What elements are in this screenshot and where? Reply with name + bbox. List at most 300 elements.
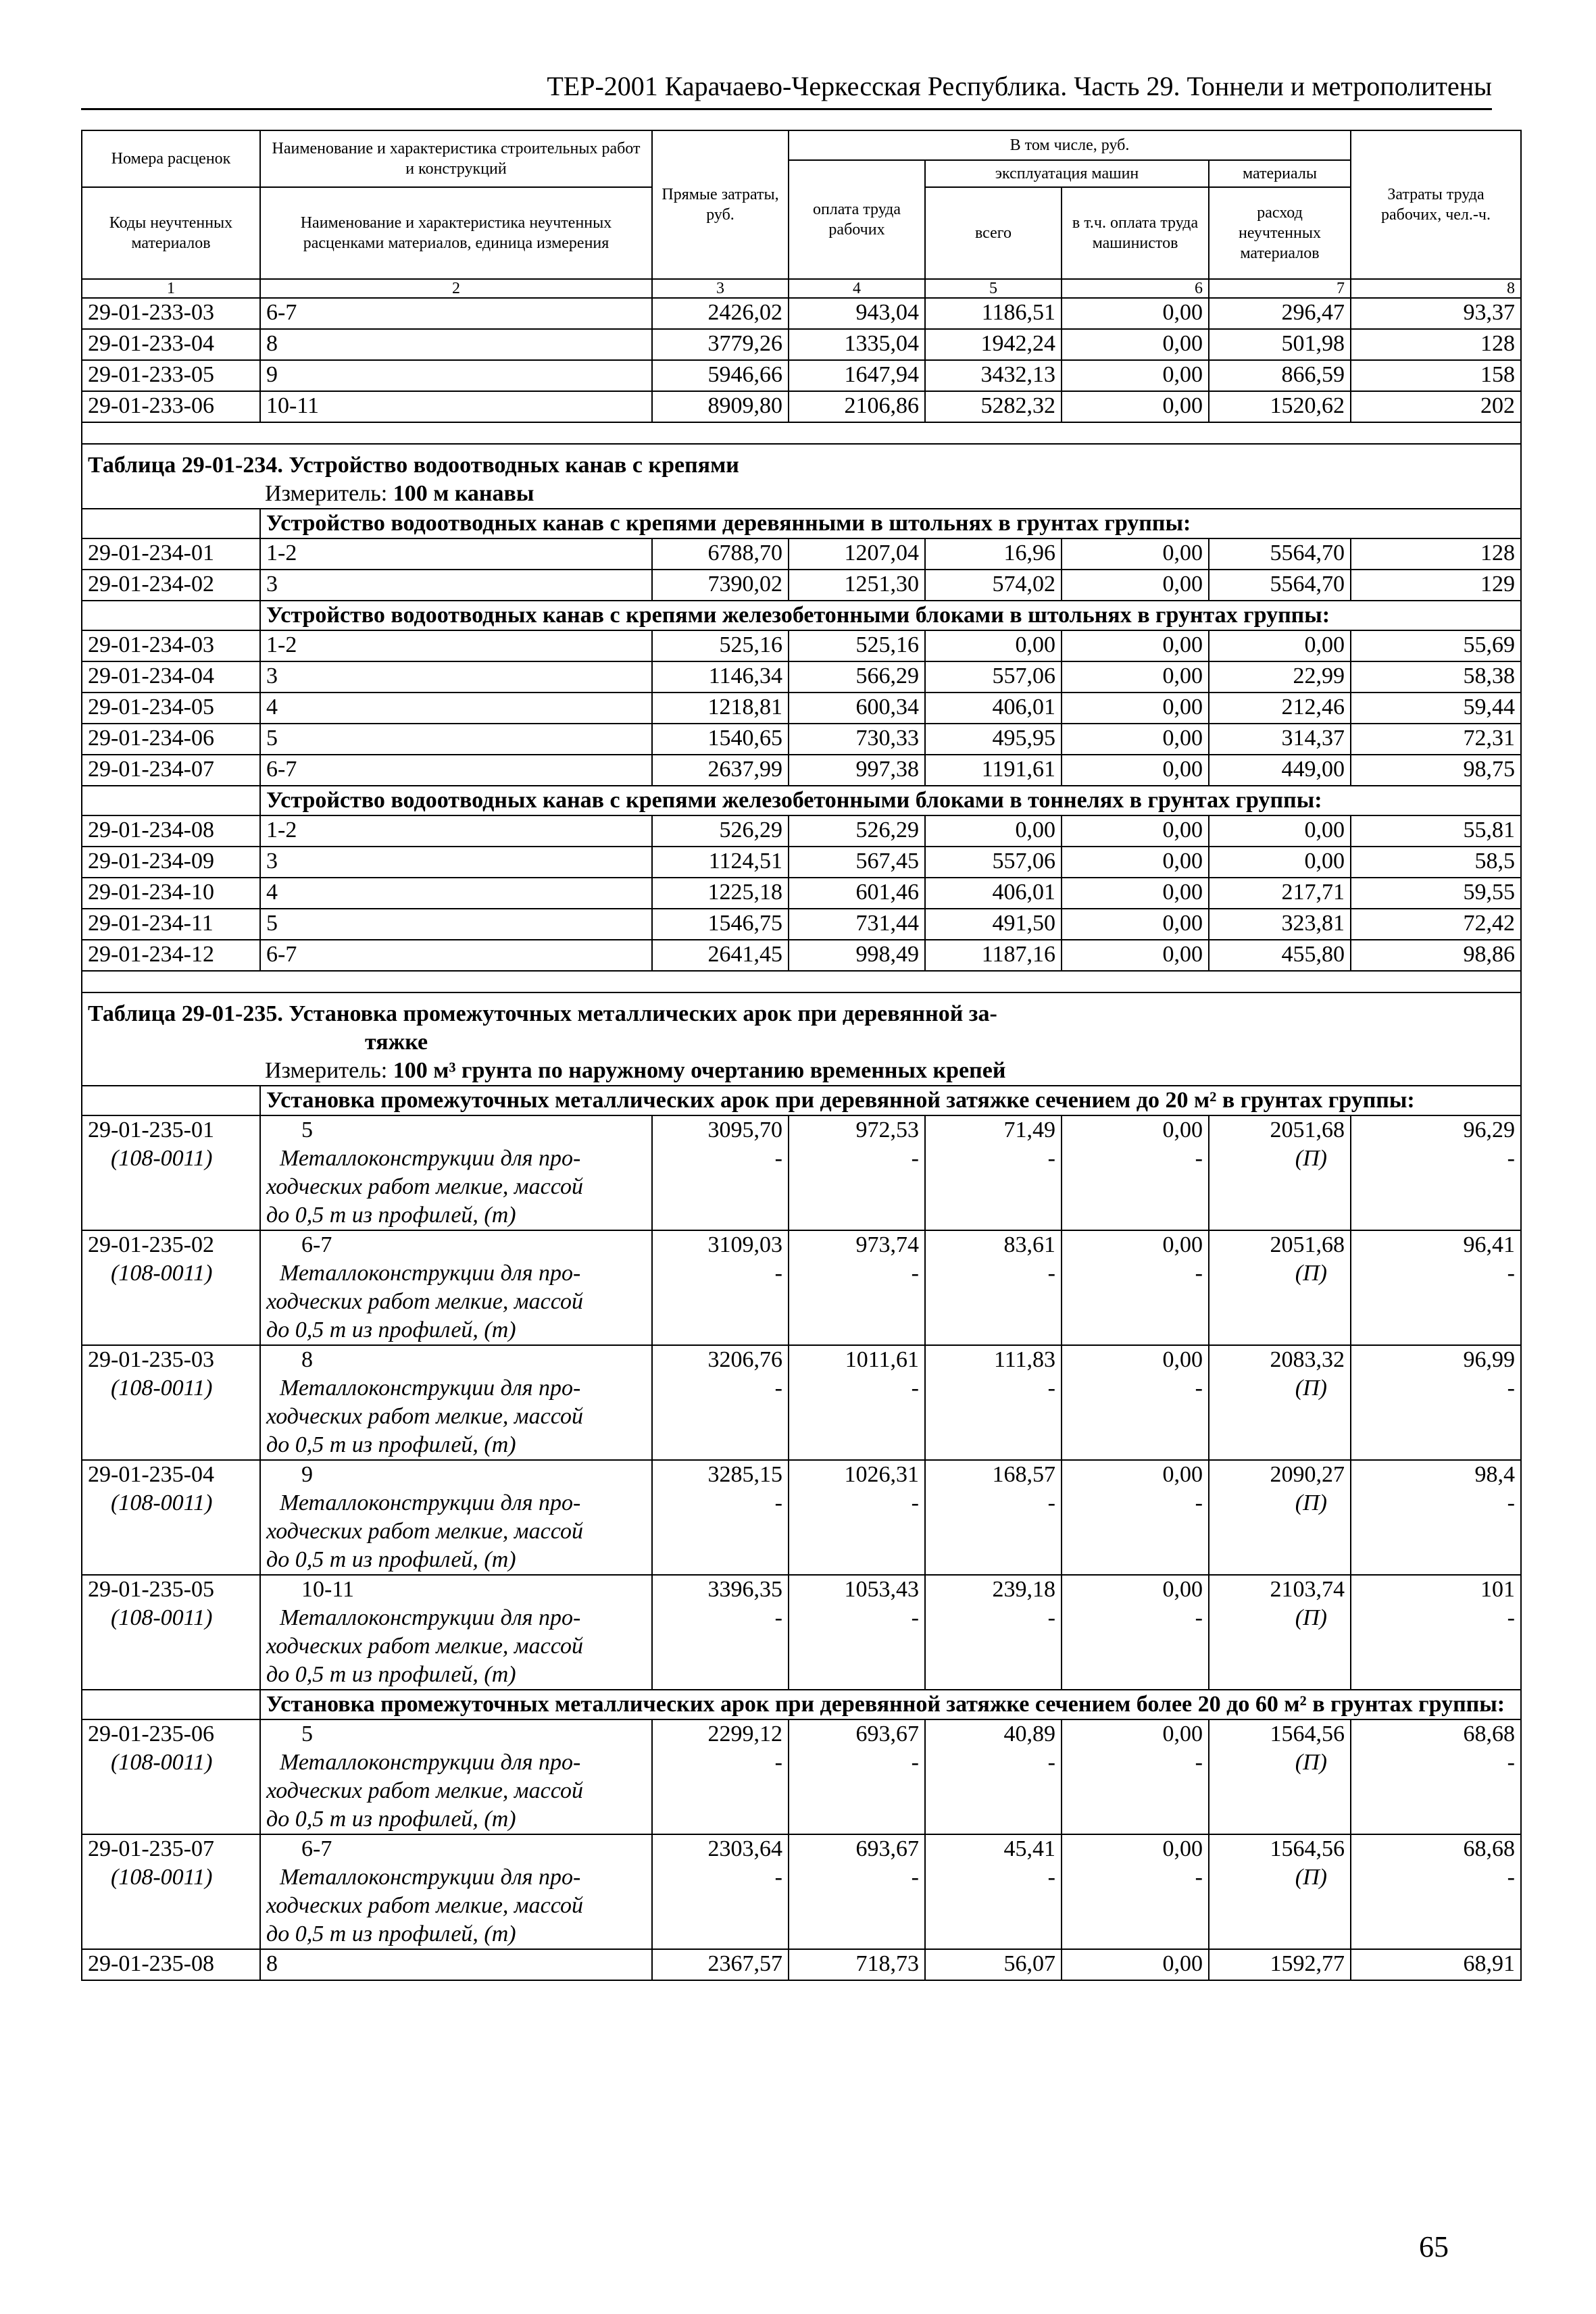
table-row	[82, 1949, 1521, 1980]
rate-code: 29-01-235-07	[88, 1836, 214, 1861]
machines-total: 3432,13	[925, 360, 1062, 391]
column-number: 8	[1351, 279, 1521, 298]
work-name: 1-2	[260, 815, 652, 847]
machinists-pay: 0,00	[1062, 755, 1209, 786]
table-row	[82, 1230, 1521, 1345]
rate-code: 29-01-233-06	[82, 391, 260, 422]
direct-cost: 8909,80	[652, 391, 789, 422]
rate-code: 29-01-234-06	[82, 724, 260, 755]
labor-pay: 601,46	[789, 878, 925, 909]
work-name: 6-7	[260, 940, 652, 971]
rate-code: 29-01-234-12	[82, 940, 260, 971]
rate-code: 29-01-235-01	[88, 1117, 214, 1142]
direct-cost: 2637,99	[652, 755, 789, 786]
work-name: 3	[260, 847, 652, 878]
labor-hours: 93,37	[1351, 298, 1521, 329]
labor-hours: 68,68	[1463, 1836, 1515, 1861]
machinists-pay: 0,00	[1062, 360, 1209, 391]
work-name: 1-2	[260, 630, 652, 661]
labor-pay-cell	[789, 1115, 925, 1230]
machinists-pay: 0,00	[1062, 940, 1209, 971]
labor-pay: 1251,30	[789, 570, 925, 601]
material-name-line: до 0,5 т из профилей, (т)	[266, 1547, 516, 1572]
direct-cost: 2299,12	[707, 1721, 782, 1746]
dash: -	[911, 1750, 919, 1775]
machinists-pay: 0,00	[1062, 298, 1209, 329]
mat-consumption-header: расход неучтенных материалов	[1209, 187, 1351, 279]
material-name-line: Металлоконструкции для про-	[280, 1750, 581, 1775]
material-name-line: ходческих работ мелкие, массой	[266, 1778, 583, 1803]
labor-hours: 128	[1351, 329, 1521, 360]
materials-cost-cell	[1209, 1460, 1351, 1575]
direct-cost: 2426,02	[652, 298, 789, 329]
dash: -	[774, 1261, 782, 1286]
section-heading: Установка промежуточных металлических арок при деревянной затяжке сечением более 20 до 60 м² в грунтах группы:	[260, 1690, 1521, 1719]
rate-code: 29-01-235-06	[88, 1721, 214, 1746]
material-unit: (П)	[1295, 1376, 1327, 1401]
dash: -	[774, 1146, 782, 1171]
machinists-pay: 0,00	[1062, 630, 1209, 661]
labor-hours: 58,5	[1351, 847, 1521, 878]
work-name-cell	[260, 1230, 652, 1345]
machinists-pay: 0,00	[1162, 1232, 1203, 1257]
work-name: 9	[260, 360, 652, 391]
work-name: 5	[301, 1117, 313, 1142]
rate-code-cell	[82, 1230, 260, 1345]
labor-pay: 1207,04	[789, 538, 925, 570]
labor-pay-cell	[789, 1719, 925, 1834]
table-row	[82, 693, 1521, 724]
page-header: ТЕР-2001 Карачаево-Черкесская Республика. Часть 29. Тоннели и метрополитены	[547, 71, 1492, 101]
machines-total-cell	[925, 1834, 1062, 1949]
spacer	[82, 971, 1521, 992]
labor-pay-cell	[789, 1460, 925, 1575]
labor-header: Затраты труда рабочих, чел.-ч.	[1351, 130, 1521, 279]
machinists-pay: 0,00	[1062, 570, 1209, 601]
work-name: 6-7	[301, 1836, 332, 1861]
direct-cost-cell	[652, 1230, 789, 1345]
material-name-line: Металлоконструкции для про-	[280, 1146, 581, 1171]
work-name: 6-7	[260, 755, 652, 786]
table-row	[82, 847, 1521, 878]
labor-hours: 98,75	[1351, 755, 1521, 786]
labor-hours-cell	[1351, 1115, 1521, 1230]
unit-prefix: Измеритель:	[265, 481, 393, 506]
labor-hours: 96,41	[1463, 1232, 1515, 1257]
dash: -	[774, 1750, 782, 1775]
materials-cost-cell	[1209, 1230, 1351, 1345]
dash: -	[774, 1376, 782, 1401]
table-row	[82, 1115, 1521, 1230]
direct-cost: 2641,45	[652, 940, 789, 971]
machines-total: 1186,51	[925, 298, 1062, 329]
materials-cost: 314,37	[1209, 724, 1351, 755]
dash: -	[1047, 1261, 1055, 1286]
work-name: 9	[301, 1462, 313, 1487]
work-name: 1-2	[260, 538, 652, 570]
machines-total-cell	[925, 1115, 1062, 1230]
material-name-line: ходческих работ мелкие, массой	[266, 1174, 583, 1199]
direct-cost: 3109,03	[707, 1232, 782, 1257]
unit-prefix: Измеритель:	[265, 1058, 393, 1083]
labor-pay: 2106,86	[789, 391, 925, 422]
unit-value: 100 м³ грунта по наружному очертанию временных крепей	[393, 1058, 1006, 1083]
materials-cost: 866,59	[1209, 360, 1351, 391]
labor-hours: 98,86	[1351, 940, 1521, 971]
column-number: 4	[789, 279, 925, 298]
dash: -	[1047, 1490, 1055, 1515]
machinists-pay: 0,00	[1062, 724, 1209, 755]
material-name-line: Металлоконструкции для про-	[280, 1490, 581, 1515]
table-row	[82, 570, 1521, 601]
column-number: 7	[1209, 279, 1351, 298]
labor-pay: 526,29	[789, 815, 925, 847]
direct-cost: 7390,02	[652, 570, 789, 601]
labor-pay: 1053,43	[844, 1577, 919, 1602]
labor-hours: 72,31	[1351, 724, 1521, 755]
machines-total: 406,01	[925, 693, 1062, 724]
material-unit: (П)	[1295, 1146, 1327, 1171]
materials-cost: 2103,74	[1270, 1577, 1345, 1602]
material-code: (108-0011)	[111, 1490, 213, 1515]
material-name-line: до 0,5 т из профилей, (т)	[266, 1921, 516, 1946]
work-name-cell	[260, 1345, 652, 1460]
direct-cost: 1218,81	[652, 693, 789, 724]
machines-total: 574,02	[925, 570, 1062, 601]
labor-pay: 1647,94	[789, 360, 925, 391]
machinists-pay-cell	[1062, 1115, 1209, 1230]
material-code: (108-0011)	[111, 1376, 213, 1401]
rate-code: 29-01-234-01	[82, 538, 260, 570]
rate-code: 29-01-235-05	[88, 1577, 214, 1602]
rates-table	[81, 130, 1522, 1981]
machines-total: 16,96	[925, 538, 1062, 570]
machines-total: 56,07	[925, 1949, 1062, 1980]
direct-cost: 3095,70	[707, 1117, 782, 1142]
rate-code-cell	[82, 1575, 260, 1690]
rate-code: 29-01-235-03	[88, 1347, 214, 1372]
dash: -	[1195, 1750, 1203, 1775]
machinists-pay: 0,00	[1062, 693, 1209, 724]
col2-header-bottom: Наименование и характеристика неучтенных расценками материалов, единица измерения	[260, 187, 652, 279]
section-code-blank	[82, 1690, 260, 1719]
labor-hours: 55,69	[1351, 630, 1521, 661]
table-row	[82, 329, 1521, 360]
machines-total: 0,00	[925, 815, 1062, 847]
machinists-pay-cell	[1062, 1345, 1209, 1460]
work-name: 6-7	[301, 1232, 332, 1257]
materials-cost: 2051,68	[1270, 1232, 1345, 1257]
material-name-line: до 0,5 т из профилей, (т)	[266, 1203, 516, 1228]
materials-cost: 1592,77	[1209, 1949, 1351, 1980]
work-name: 5	[260, 724, 652, 755]
material-name-line: до 0,5 т из профилей, (т)	[266, 1807, 516, 1832]
machines-total: 239,18	[992, 1577, 1055, 1602]
direct-cost-cell	[652, 1115, 789, 1230]
work-name: 8	[301, 1347, 313, 1372]
direct-cost-cell	[652, 1834, 789, 1949]
labor-pay: 566,29	[789, 661, 925, 693]
labor-pay: 1335,04	[789, 329, 925, 360]
direct-cost: 1546,75	[652, 909, 789, 940]
machinists-pay: 0,00	[1062, 878, 1209, 909]
work-name-cell	[260, 1834, 652, 1949]
direct-cost: 1540,65	[652, 724, 789, 755]
machinists-pay: 0,00	[1162, 1836, 1203, 1861]
table-row	[82, 1719, 1521, 1834]
section-row	[82, 1690, 1521, 1719]
col1-header-bottom: Коды неучтенных материалов	[82, 187, 260, 279]
unit-row	[82, 480, 1521, 509]
materials-cost: 1564,56	[1270, 1721, 1345, 1746]
machines-total: 557,06	[925, 847, 1062, 878]
materials-cost-cell	[1209, 1719, 1351, 1834]
materials-cost-cell	[1209, 1834, 1351, 1949]
material-unit: (П)	[1295, 1261, 1327, 1286]
section-row	[82, 601, 1521, 630]
materials-cost: 1564,56	[1270, 1836, 1345, 1861]
labor-hours-cell	[1351, 1230, 1521, 1345]
labor-pay: 730,33	[789, 724, 925, 755]
labor-pay-cell	[789, 1345, 925, 1460]
direct-cost: 1225,18	[652, 878, 789, 909]
work-name-cell	[260, 1575, 652, 1690]
machinists-pay-cell	[1062, 1460, 1209, 1575]
direct-cost: 526,29	[652, 815, 789, 847]
labor-pay: 525,16	[789, 630, 925, 661]
materials-header: материалы	[1209, 160, 1351, 187]
dash: -	[1507, 1146, 1515, 1171]
col3-header: Прямые затраты, руб.	[652, 130, 789, 279]
direct-cost: 5946,66	[652, 360, 789, 391]
machines-total: 1191,61	[925, 755, 1062, 786]
material-name-line: ходческих работ мелкие, массой	[266, 1289, 583, 1314]
material-name-line: ходческих работ мелкие, массой	[266, 1893, 583, 1918]
dash: -	[1195, 1146, 1203, 1171]
unit-value: 100 м канавы	[393, 481, 534, 506]
machines-total: 40,89	[1003, 1721, 1055, 1746]
machinists-pay: 0,00	[1162, 1347, 1203, 1372]
labor-pay-cell	[789, 1834, 925, 1949]
labor-pay: 998,49	[789, 940, 925, 971]
work-name: 6-7	[260, 298, 652, 329]
work-name-cell	[260, 1460, 652, 1575]
materials-cost: 0,00	[1209, 630, 1351, 661]
dash: -	[1047, 1750, 1055, 1775]
direct-cost-cell	[652, 1575, 789, 1690]
material-name-line: ходческих работ мелкие, массой	[266, 1404, 583, 1429]
materials-cost: 212,46	[1209, 693, 1351, 724]
labor-pay-cell	[789, 1230, 925, 1345]
dash: -	[1507, 1750, 1515, 1775]
machines-header: эксплуатация машин	[925, 160, 1209, 187]
material-name-line: Металлоконструкции для про-	[280, 1865, 581, 1890]
machines-total-cell	[925, 1230, 1062, 1345]
rate-code: 29-01-235-02	[88, 1232, 214, 1257]
labor-hours: 158	[1351, 360, 1521, 391]
material-code: (108-0011)	[111, 1146, 213, 1171]
material-code: (108-0011)	[111, 1865, 213, 1890]
section-code-blank	[82, 601, 260, 630]
labor-hours: 55,81	[1351, 815, 1521, 847]
materials-cost: 0,00	[1209, 815, 1351, 847]
material-code: (108-0011)	[111, 1605, 213, 1630]
title-line: Таблица 29-01-235. Установка промежуточных металлических арок при деревянной за-	[88, 1001, 997, 1026]
work-name: 8	[260, 1949, 652, 1980]
labor-hours: 72,42	[1351, 909, 1521, 940]
machinists-pay: 0,00	[1062, 391, 1209, 422]
material-name-line: Металлоконструкции для про-	[280, 1605, 581, 1630]
labor-hours: 202	[1351, 391, 1521, 422]
machinists-pay-cell	[1062, 1834, 1209, 1949]
direct-cost: 3206,76	[707, 1347, 782, 1372]
table-row	[82, 538, 1521, 570]
work-name-cell	[260, 1719, 652, 1834]
work-name: 4	[260, 693, 652, 724]
spacer	[82, 422, 1521, 444]
dash: -	[1047, 1146, 1055, 1171]
machines-total: 71,49	[1003, 1117, 1055, 1142]
section-row	[82, 1086, 1521, 1115]
table-row	[82, 661, 1521, 693]
labor-hours-cell	[1351, 1345, 1521, 1460]
spacer-row	[82, 422, 1521, 444]
rate-code-cell	[82, 1719, 260, 1834]
table-row	[82, 815, 1521, 847]
materials-cost: 323,81	[1209, 909, 1351, 940]
labor-pay: 997,38	[789, 755, 925, 786]
labor-pay: 718,73	[789, 1949, 925, 1980]
work-name-cell	[260, 1115, 652, 1230]
rate-code-cell	[82, 1345, 260, 1460]
work-name: 10-11	[301, 1577, 355, 1602]
table-row	[82, 724, 1521, 755]
machinists-pay: 0,00	[1062, 847, 1209, 878]
labor-pay: 693,67	[855, 1836, 919, 1861]
table-row	[82, 1460, 1521, 1575]
dash: -	[1047, 1376, 1055, 1401]
machinists-pay: 0,00	[1162, 1721, 1203, 1746]
rate-code: 29-01-233-03	[82, 298, 260, 329]
labor-hours-cell	[1351, 1719, 1521, 1834]
mach-pay-header: в т.ч. оплата труда машинистов	[1062, 187, 1209, 279]
machinists-pay: 0,00	[1062, 909, 1209, 940]
table-title-row	[82, 992, 1521, 1057]
labor-pay: 731,44	[789, 909, 925, 940]
labor-hours: 68,91	[1351, 1949, 1521, 1980]
machines-total: 1187,16	[925, 940, 1062, 971]
rate-code-cell	[82, 1834, 260, 1949]
dash: -	[1507, 1865, 1515, 1890]
rate-code-cell	[82, 1460, 260, 1575]
labor-pay: 600,34	[789, 693, 925, 724]
machinists-pay: 0,00	[1062, 538, 1209, 570]
section-code-blank	[82, 509, 260, 538]
section-row	[82, 786, 1521, 815]
machines-total: 495,95	[925, 724, 1062, 755]
rate-code: 29-01-234-09	[82, 847, 260, 878]
machines-total: 491,50	[925, 909, 1062, 940]
rate-code: 29-01-234-03	[82, 630, 260, 661]
rate-code: 29-01-234-05	[82, 693, 260, 724]
direct-cost: 1146,34	[652, 661, 789, 693]
dash: -	[1195, 1605, 1203, 1630]
direct-cost-cell	[652, 1460, 789, 1575]
labor-pay: 972,53	[855, 1117, 919, 1142]
section-code-blank	[82, 786, 260, 815]
material-code: (108-0011)	[111, 1261, 213, 1286]
materials-cost: 5564,70	[1209, 538, 1351, 570]
labor-pay: 1011,61	[845, 1347, 919, 1372]
col2-header-top: Наименование и характеристика строительных работ и конструкций	[260, 130, 652, 187]
machinists-pay: 0,00	[1062, 1949, 1209, 1980]
labor-hours-cell	[1351, 1834, 1521, 1949]
dash: -	[1195, 1376, 1203, 1401]
machines-total-cell	[925, 1575, 1062, 1690]
direct-cost-cell	[652, 1719, 789, 1834]
machines-total-cell	[925, 1345, 1062, 1460]
machines-total: 111,83	[994, 1347, 1055, 1372]
labor-pay-cell	[789, 1575, 925, 1690]
labor-hours: 59,55	[1351, 878, 1521, 909]
machinists-pay: 0,00	[1162, 1117, 1203, 1142]
rate-code: 29-01-234-10	[82, 878, 260, 909]
dash: -	[774, 1865, 782, 1890]
section-row	[82, 509, 1521, 538]
labor-hours: 128	[1351, 538, 1521, 570]
direct-cost: 6788,70	[652, 538, 789, 570]
section-heading: Устройство водоотводных канав с крепями железобетонными блоками в штольнях в грунтах группы:	[260, 601, 1521, 630]
labor-pay: 693,67	[855, 1721, 919, 1746]
machines-total: 5282,32	[925, 391, 1062, 422]
labor-hours: 101	[1480, 1577, 1515, 1602]
spacer-row	[82, 971, 1521, 992]
table-row	[82, 1345, 1521, 1460]
unit-row	[82, 1057, 1521, 1086]
table-row	[82, 630, 1521, 661]
materials-cost: 449,00	[1209, 755, 1351, 786]
materials-cost: 2090,27	[1270, 1462, 1345, 1487]
machinists-pay-cell	[1062, 1230, 1209, 1345]
rate-code: 29-01-234-11	[82, 909, 260, 940]
work-name: 4	[260, 878, 652, 909]
labor-hours: 96,29	[1463, 1117, 1515, 1142]
labor-hours: 98,4	[1474, 1462, 1515, 1487]
machinists-pay: 0,00	[1062, 329, 1209, 360]
material-name-line: Металлоконструкции для про-	[280, 1261, 581, 1286]
labor-hours: 59,44	[1351, 693, 1521, 724]
materials-cost: 0,00	[1209, 847, 1351, 878]
dash: -	[1195, 1490, 1203, 1515]
materials-cost: 5564,70	[1209, 570, 1351, 601]
materials-cost: 22,99	[1209, 661, 1351, 693]
material-unit: (П)	[1295, 1490, 1327, 1515]
dash: -	[911, 1261, 919, 1286]
table-235-title	[82, 992, 1521, 1057]
section-heading: Устройство водоотводных канав с крепями железобетонными блоками в тоннелях в грунтах группы:	[260, 786, 1521, 815]
column-numbers-row	[82, 279, 1521, 298]
labor-hours: 68,68	[1463, 1721, 1515, 1746]
machines-total: 0,00	[925, 630, 1062, 661]
table-row	[82, 1575, 1521, 1690]
dash: -	[1047, 1865, 1055, 1890]
table-row	[82, 878, 1521, 909]
material-unit: (П)	[1295, 1865, 1327, 1890]
rate-code: 29-01-233-05	[82, 360, 260, 391]
material-unit: (П)	[1295, 1750, 1327, 1775]
section-heading: Устройство водоотводных канав с крепями деревянными в штольнях в грунтах группы:	[260, 509, 1521, 538]
direct-cost: 2367,57	[652, 1949, 789, 1980]
